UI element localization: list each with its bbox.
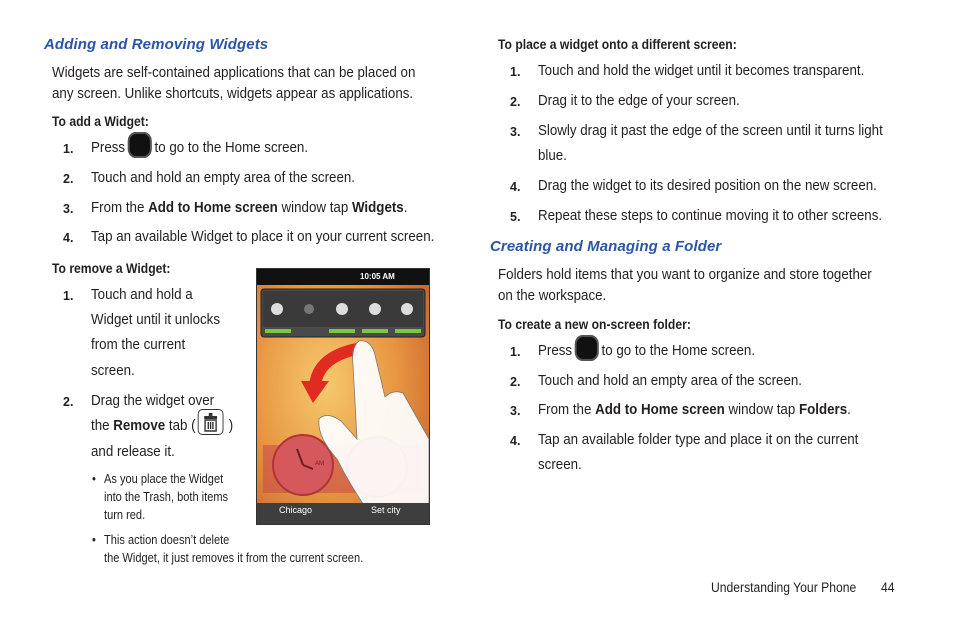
remove-step-1-line: Widget until it unlocks: [91, 312, 221, 328]
step-number: 4.: [510, 434, 521, 448]
step-text: .: [403, 200, 408, 216]
step-text: to go to the Home screen.: [601, 343, 756, 359]
step-text: From the: [538, 402, 596, 418]
bullet-1-line: turn red.: [104, 507, 146, 522]
step-number: 5.: [510, 210, 521, 224]
folder-step-4-cont: screen.: [538, 457, 582, 473]
step-text: From the: [91, 200, 149, 216]
step-number: 1.: [63, 289, 74, 303]
folder-step-2: Touch and hold an empty area of the screen.: [538, 373, 803, 389]
phone-screenshot: [256, 268, 430, 525]
step-bold: Add to Home screen: [148, 200, 278, 216]
move-step-4: Drag the widget to its desired position on the new screen.: [538, 178, 877, 194]
move-step-3: Slowly drag it past the edge of the screen until it turns light: [538, 123, 883, 139]
section-heading-widgets: Adding and Removing Widgets: [44, 36, 269, 53]
home-key-icon: [128, 132, 152, 158]
add-widget-title: To add a Widget:: [52, 114, 149, 129]
step-number: 3.: [510, 404, 521, 418]
remove-step-2-line: and release it.: [91, 444, 175, 460]
step-text: to go to the Home screen.: [154, 140, 309, 156]
move-step-3-cont: blue.: [538, 148, 567, 164]
add-step-1: [91, 135, 308, 161]
step-text: ): [225, 418, 234, 434]
phone-status-time: 10:05 AM: [360, 272, 395, 281]
step-number: 2.: [63, 395, 74, 409]
phone-clock-am: AM: [315, 461, 324, 467]
step-number: 4.: [63, 231, 74, 245]
step-text: window tap: [277, 200, 352, 216]
folder-step-3: [538, 397, 851, 423]
step-text: Press: [91, 140, 126, 156]
bullet-2-line: the Widget, it just removes it from the current screen.: [104, 550, 364, 565]
folder-intro-line-2: on the workspace.: [498, 288, 607, 304]
remove-step-1-line: Touch and hold a: [91, 287, 193, 303]
step-text: .: [847, 402, 851, 418]
folder-step-1: [538, 338, 755, 364]
step-number: 3.: [510, 125, 521, 139]
section-heading-folder: Creating and Managing a Folder: [490, 238, 722, 255]
move-widget-title: To place a widget onto a different screen:: [498, 37, 737, 52]
step-bold: Folders: [798, 402, 848, 418]
step-number: 1.: [510, 345, 521, 359]
folder-step-4: Tap an available folder type and place it on the current: [538, 432, 859, 448]
bullet-1-line: into the Trash, both items: [104, 489, 229, 504]
widgets-intro-line-1: Widgets are self-contained applications that can be placed on: [52, 65, 416, 81]
step-text: Press: [538, 343, 573, 359]
move-step-5: Repeat these steps to continue moving it to other screens.: [538, 208, 883, 224]
add-step-2: Touch and hold an empty area of the screen.: [91, 170, 356, 186]
remove-step-2-line: [91, 413, 233, 439]
step-number: 1.: [510, 65, 521, 79]
step-number: 2.: [510, 95, 521, 109]
create-folder-title: To create a new on-screen folder:: [498, 317, 691, 332]
home-key-icon: [575, 335, 599, 361]
step-number: 2.: [510, 375, 521, 389]
step-bold: Remove: [113, 418, 166, 434]
remove-step-2-line: Drag the widget over: [91, 393, 215, 409]
step-bold: Widgets: [351, 200, 404, 216]
phone-city-right: Set city: [371, 505, 401, 515]
move-step-2: Drag it to the edge of your screen.: [538, 93, 740, 109]
remove-widget-title: To remove a Widget:: [52, 261, 171, 276]
add-step-3: [91, 195, 407, 221]
footer-section-title: Understanding Your Phone: [711, 580, 857, 595]
step-bold: Add to Home screen: [595, 402, 725, 418]
step-number: 3.: [63, 202, 74, 216]
step-text: tab (: [165, 418, 196, 434]
phone-screen-graphic: [257, 269, 429, 524]
remove-step-1-line: from the current: [91, 337, 186, 353]
folder-intro-line-1: Folders hold items that you want to organize and store together: [498, 267, 872, 283]
bullet-1-line: As you place the Widget: [104, 471, 224, 486]
widgets-intro-line-2: any screen. Unlike shortcuts, widgets appear as applications.: [52, 86, 414, 102]
add-step-4: Tap an available Widget to place it on your current screen.: [91, 229, 435, 245]
trash-icon: [197, 409, 223, 435]
page-number: 44: [881, 580, 895, 595]
bullet-2-line: This action doesn’t delete: [104, 532, 230, 547]
bullet-marker: •: [92, 471, 96, 486]
move-step-1: Touch and hold the widget until it becomes transparent.: [538, 63, 865, 79]
step-number: 1.: [63, 142, 74, 156]
step-number: 2.: [63, 172, 74, 186]
step-text: window tap: [724, 402, 799, 418]
step-text: the: [91, 418, 114, 434]
bullet-marker: •: [92, 532, 96, 547]
remove-step-1-line: screen.: [91, 363, 135, 379]
step-number: 4.: [510, 180, 521, 194]
phone-city-left: Chicago: [279, 505, 313, 515]
